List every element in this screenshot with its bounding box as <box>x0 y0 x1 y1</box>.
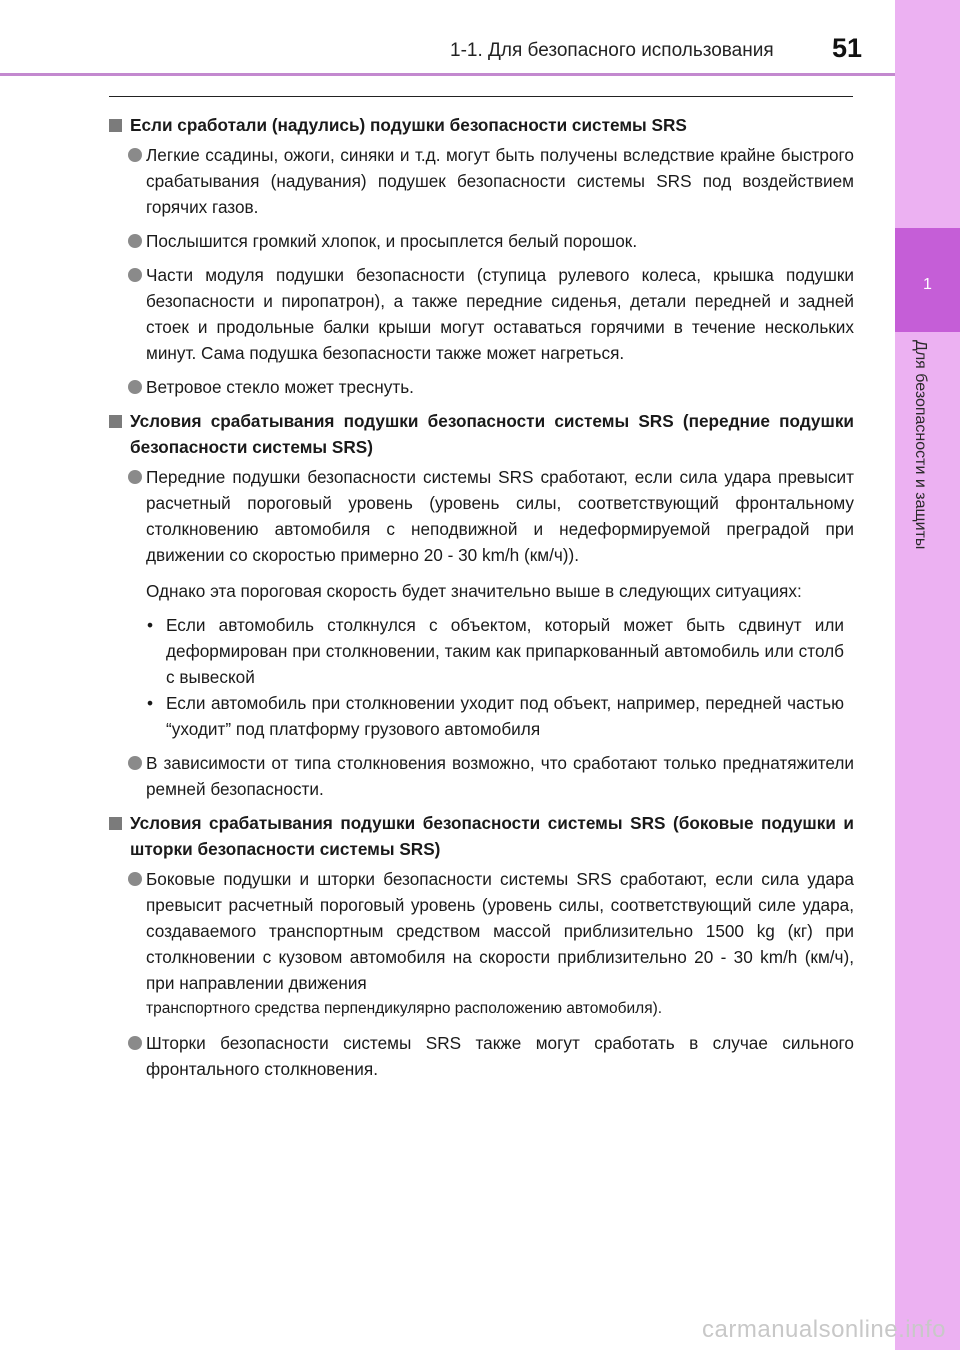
sub-item-text: Если автомобиль при столкновении уходит под объект, например, передней частью “уходит” под платформу грузового автомобиля <box>166 693 844 739</box>
bullet-item <box>108 750 854 802</box>
watermark-text: carmanualsonline.info <box>702 1316 946 1343</box>
chapter-tab[interactable] <box>895 228 960 332</box>
bullet-text: Легкие ссадины, ожоги, синяки и т.д. могут быть получены вследствие крайне быстрого срабатывания (надувания) подушек безопасности системы SRS под воздействием горячих газов. <box>146 145 854 217</box>
bullet-item <box>108 866 854 1022</box>
page-content <box>108 106 854 1090</box>
running-header: 1-1. Для безопасного использования <box>450 40 774 61</box>
bullet-text: Боковые подушки и шторки безопасности системы SRS сработают, если сила удара превысит расчетный пороговый уровень (уровень силы, соответствующий силе удара, создаваемого транспортным средством массой приблизительно 1500 kg (кг) при столкновении с кузовом автомобиля на скорости приблизительно 20 - 30 km/h (км/ч), при направлении движения <box>146 869 854 993</box>
circle-bullet-icon <box>128 470 142 484</box>
bullet-text-continuation: транспортного средства перпендикулярно расположению автомобиля). <box>146 1000 663 1017</box>
circle-bullet-icon <box>128 1036 142 1050</box>
circle-bullet-icon <box>128 872 142 886</box>
section-heading <box>108 408 854 460</box>
bullet-item <box>108 374 854 400</box>
paragraph: Однако эта пороговая скорость будет значительно выше в следующих ситуациях: <box>146 581 802 601</box>
chapter-sidebar <box>895 0 960 1350</box>
bullet-item <box>108 142 854 220</box>
bullet-text: Послышится громкий хлопок, и просыплется белый порошок. <box>146 231 638 251</box>
bullet-item <box>108 464 854 568</box>
watermark <box>0 1316 960 1344</box>
section-heading <box>108 112 854 138</box>
square-bullet-icon <box>109 415 122 428</box>
heading-text: Условия срабатывания подушки безопасности системы SRS (передние подушки безопасности системы SRS) <box>130 411 854 457</box>
bullet-item <box>108 262 854 366</box>
heading-text: Условия срабатывания подушки безопасности системы SRS (боковые подушки и шторки безопасности системы SRS) <box>130 813 854 859</box>
bullet-text: Части модуля подушки безопасности (ступица рулевого колеса, крышка подушки безопасности и пиропатрон), а также передние сиденья, детали передней и задней стоек и продольные балки крыши могут оставаться горячими в течение нескольких минут. Сама подушка безопасности также может нагреться. <box>146 265 854 363</box>
bullet-text: Шторки безопасности системы SRS также могут сработать в случае сильного фронтального столкновения. <box>146 1033 854 1079</box>
sub-item-text: Если автомобиль столкнулся с объектом, который может быть сдвинут или деформирован при столкновении, таким как припаркованный автомобиль или столб с вывеской <box>166 615 844 687</box>
chapter-title: Для безопасности и защиты <box>912 340 929 550</box>
bullet-item <box>108 228 854 254</box>
circle-bullet-icon <box>128 234 142 248</box>
circle-bullet-icon <box>128 380 142 394</box>
square-bullet-icon <box>109 119 122 132</box>
bullet-item <box>108 1030 854 1082</box>
section-rule <box>109 96 853 97</box>
square-bullet-icon <box>109 817 122 830</box>
chapter-number: 1 <box>923 276 932 293</box>
page-number: 51 <box>832 33 863 63</box>
circle-bullet-icon <box>128 148 142 162</box>
circle-bullet-icon <box>128 268 142 282</box>
sub-list-item <box>108 612 854 690</box>
small-bullet-icon: • <box>147 615 154 635</box>
heading-text: Если сработали (надулись) подушки безопасности системы SRS <box>130 115 687 135</box>
sub-list-item <box>108 690 854 742</box>
section-heading <box>108 810 854 862</box>
bullet-text: В зависимости от типа столкновения возможно, что сработают только преднатяжители ремней безопасности. <box>146 753 854 799</box>
header-divider <box>0 73 895 76</box>
small-bullet-icon: • <box>147 693 154 713</box>
bullet-text: Ветровое стекло может треснуть. <box>146 377 414 397</box>
circle-bullet-icon <box>128 756 142 770</box>
bullet-text: Передние подушки безопасности системы SRS сработают, если сила удара превысит расчетный пороговый уровень (уровень силы, соответствующий фронтальному столкновению автомобиля с неподвижной и недеформируемой преградой при движении со скоростью примерно 20 - 30 km/h (км/ч)). <box>146 467 854 565</box>
